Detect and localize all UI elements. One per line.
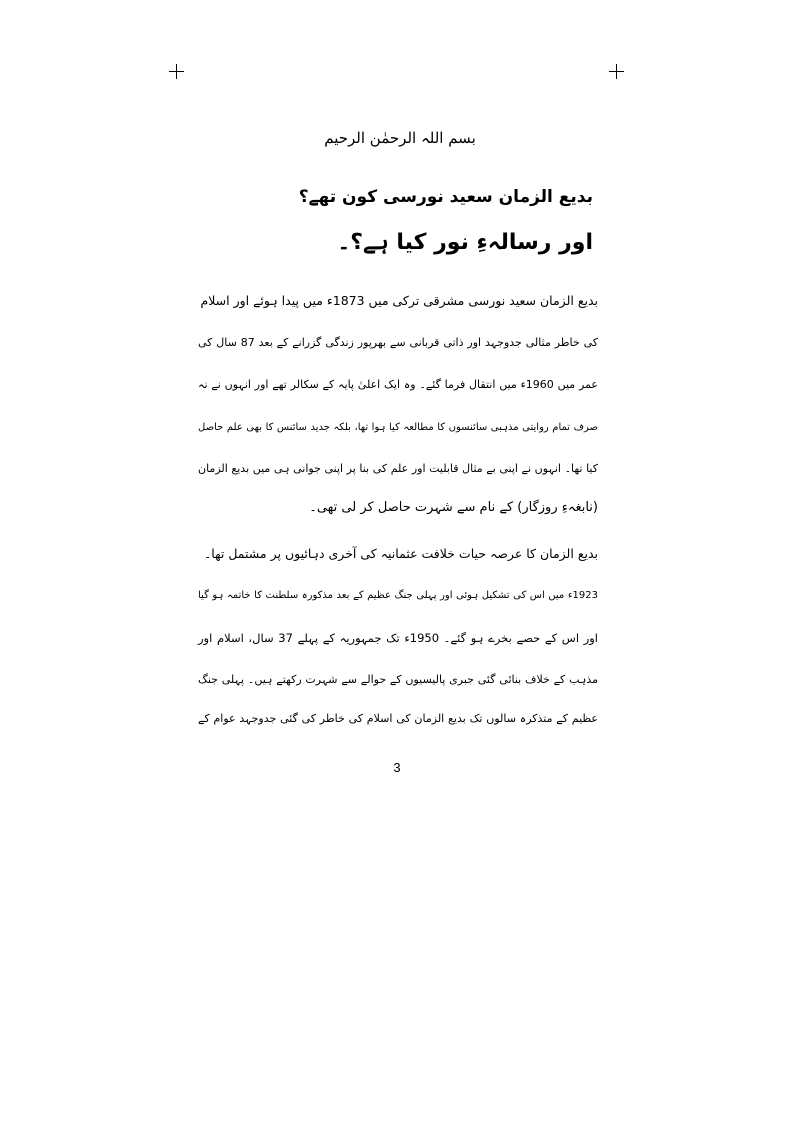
paragraph-line: کیا تھا۔ انہوں نے اپنی بے مثال قابلیت اور علم کی بنا پر اپنی جوانی ہی میں بدیع الزمان — [198, 462, 598, 475]
paragraph-line: عظیم کے متذکرہ سالوں تک بدیع الزمان کی اسلام کی خاطر کی گئی جدوجہد عوام کے — [198, 712, 598, 725]
crop-mark-left — [169, 64, 184, 79]
page-number: 3 — [393, 760, 401, 775]
paragraph-line: (نابغہءِ روزگار) کے نام سے شہرت حاصل کر لی تھی۔ — [309, 500, 598, 515]
paragraph-line: بدیع الزمان سعید نورسی مشرقی ترکی میں 1873ء میں پیدا ہوئے اور اسلام — [200, 293, 598, 308]
paragraph-line: کی خاطر مثالی جدوجہد اور ذاتی قربانی سے بھرپور زندگی گزرانے کے بعد 87 سال کی — [198, 336, 598, 349]
bismillah-heading: بسم اللہ الرحمٰن الرحیم — [324, 129, 476, 147]
paragraph-line: مذہب کے خلاف بنائی گئی جبری پالیسیوں کے حوالے سے شہرت رکھتے ہیں۔ پہلی جنگ — [198, 673, 598, 686]
paragraph-line: عمر میں 1960ء میں انتقال فرما گئے۔ وہ ایک اعلیٰ پایہ کے سکالر تھے اور انہوں نے نہ — [198, 378, 598, 391]
title-line-2: اور رسالہءِ نور کیا ہے؟۔ — [337, 230, 593, 255]
paragraph-line: 1923ء میں اس کی تشکیل ہوئی اور پہلی جنگ عظیم کے بعد مذکورہ سلطنت کا خاتمہ ہو گیا — [198, 590, 598, 601]
paragraph-line: صرف تمام روایتی مذہبی سائنسوں کا مطالعہ کیا ہوا تھا، بلکہ جدید سائنس کا بھی علم حاصل — [198, 422, 598, 433]
title-line-1: بدیع الزمان سعید نورسی کون تھے؟ — [298, 187, 593, 207]
paragraph-line: اور اس کے حصے بخرے ہو گئے۔ 1950ء تک جمہوریہ کے پہلے 37 سال، اسلام اور — [198, 631, 598, 645]
paragraph-line: بدیع الزمان کا عرصہ حیات خلافت عثمانیہ کی آخری دہائیوں پر مشتمل تھا۔ — [203, 546, 598, 561]
crop-mark-right — [609, 64, 624, 79]
